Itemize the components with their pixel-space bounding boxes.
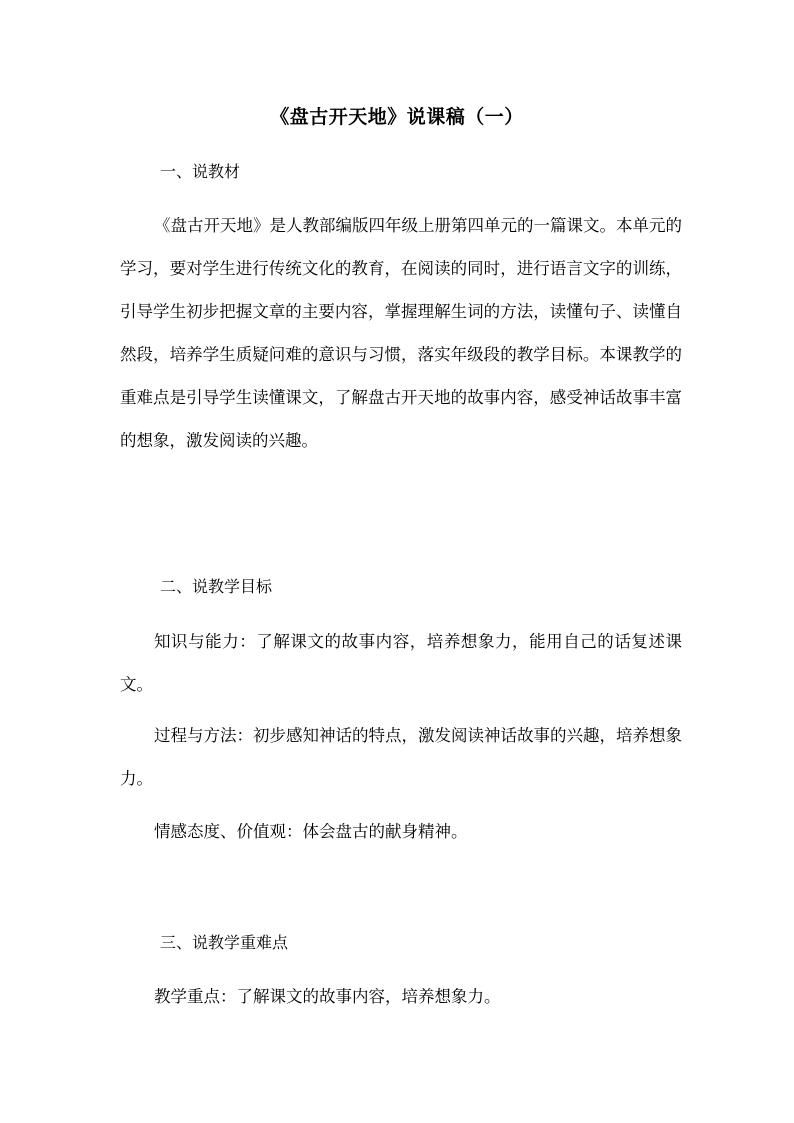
paragraph-objective-knowledge: 知识与能力：了解课文的故事内容，培养想象力，能用自己的话复述课文。 [120,632,682,694]
paragraph-objective-process: 过程与方法：初步感知神话的特点，激发阅读神话故事的兴趣，培养想象力。 [120,726,682,788]
section-heading-textbook: 一、说教材 [160,162,241,181]
section-heading-key-points: 三、说教学重难点 [160,933,289,952]
paragraph-textbook-analysis: 《盘古开天地》是人教部编版四年级上册第四单元的一篇课文。本单元的学习，要对学生进行传统文化的教育，在阅读的同时，进行语言文字的训练，引导学生初步把握文章的主要内容，掌握理解生词的方法，读懂句子、读懂自然段，培养学生质疑问难的意识与习惯，落实年级段的教学目标。本课教学的重难点是引导学生读懂课文，了解盘古开天地的故事内容，感受神话故事丰富的想象，激发阅读的兴趣。 [120,216,682,450]
paragraph-key-point: 教学重点：了解课文的故事内容，培养想象力。 [154,987,501,1006]
section-heading-objectives: 二、说教学目标 [160,577,273,596]
document-title: 《盘古开天地》说课稿（一） [270,106,524,128]
paragraph-objective-attitude: 情感态度、价值观：体会盘古的献身精神。 [154,822,468,841]
